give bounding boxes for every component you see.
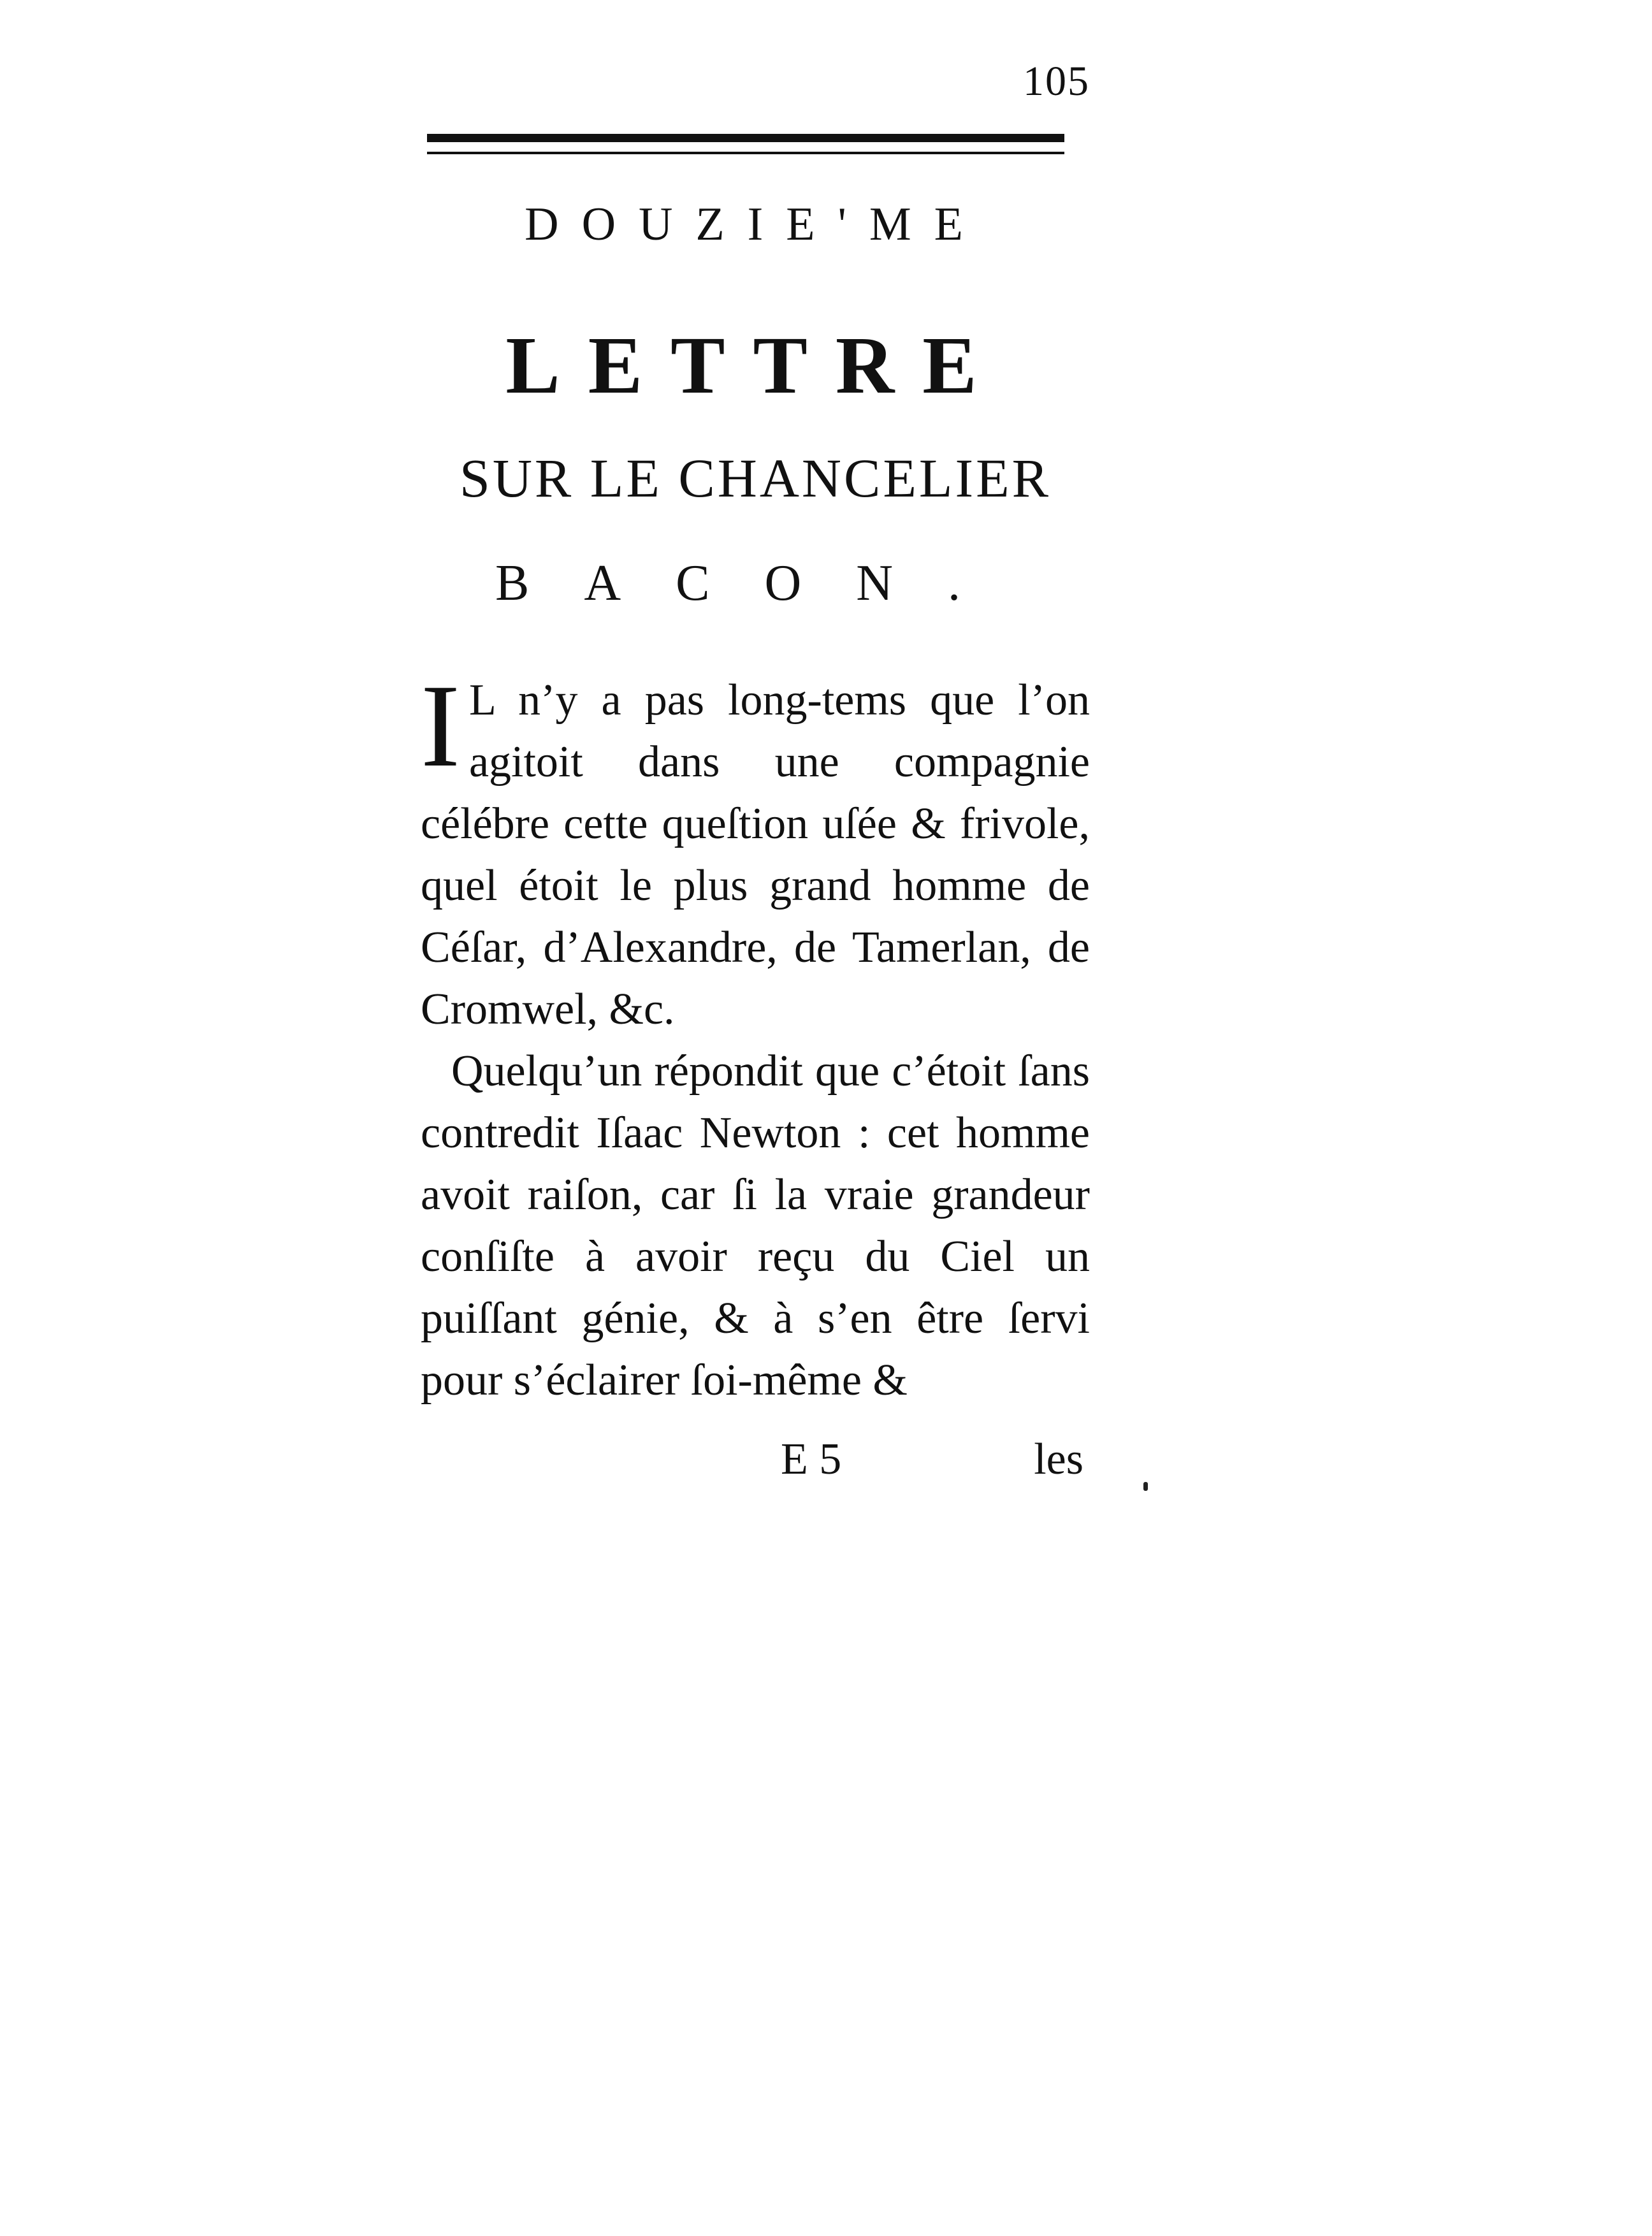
page-number: 105 — [1023, 58, 1090, 105]
signature-mark: E 5 — [781, 1435, 842, 1484]
heading-name: BACON. — [495, 555, 1016, 611]
heading-title: LETTRE — [505, 320, 1005, 410]
heading-ordinal: DOUZIE'ME — [525, 198, 986, 250]
paragraph-opening: IL n’y a pas long-tems que l’on agitoit dans une compagnie célébre cette queſtion uſée & frivole, quel étoit le plus grand homme de Céſar, d’Alexandre, de Tamerlan, de Cromwel, &c. — [421, 660, 1090, 1034]
header-rule-thick — [427, 134, 1064, 142]
heading-subject: SUR LE CHANCELIER — [460, 447, 1051, 509]
ink-speck — [1143, 1482, 1148, 1491]
body-text — [421, 660, 1090, 1411]
catchword: les — [1034, 1435, 1083, 1484]
header-rule-thin — [427, 152, 1064, 154]
paragraph-newton: Quelqu’un répondit que c’étoit ſans contredit Iſaac Newton : cet homme avoit raiſon, car ſi la vraie grandeur conſiſte à avoir reçu du Ciel un puiſſant génie, & à s’en être ſervi pour s’éclairer ſoi-même & — [421, 1047, 1090, 1405]
